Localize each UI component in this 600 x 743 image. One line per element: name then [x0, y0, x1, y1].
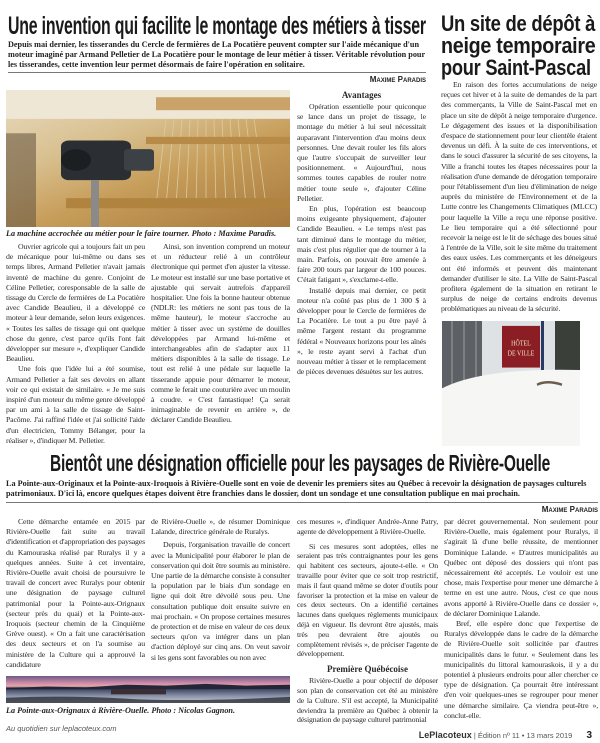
subhead-premiere-quebecoise: Première Québécoise	[327, 664, 408, 675]
column-landscape-2	[151, 517, 290, 663]
column-landscape-4	[444, 517, 598, 721]
divider	[8, 72, 426, 73]
paragraph: par décret gouvernemental. Non seulement pour Rivière-Ouelle, mais également pour Ruralys, il s'agirait là d'une belle réussite, de mentionner Dominique Lalande. « D'autres municipalités au Québec ont déposé des dossiers qui n'ont pas nécessairement été acceptés. Le vouloir est une chose, mais l'expertise pour mener une démarche à terme en est une autre. Nous, c'est ce que nous avons apporté à Rivière-Ouelle dans ce dossier », de déclarer Dominique Lalande.	[444, 517, 598, 618]
paragraph: Ainsi, son invention comprend un moteur et un réducteur relié à un contrôleur électronique qui permet d'en ajuster la vitesse. Le moteur est installé sur une base portative et ajustable qui servait autrefois d'appareil hospitalier. Une fois la bonne hauteur obtenue (NDLR: les métiers ne sont pas tous de la même hauteur), le moteur s'accroche au métier à tisser avec un système de douilles développées par Armand lui-même et interchangeables afin de s'adapter aux 11 métiers disponibles à la salle de tissage. Le tout est relié à une pédale sur laquelle la tisserande appuie pour démarrer le moteur, comme le ferait une couturière avec un moulin à coudre. « C'est fantastique! Ça serait inimaginable de revenir en arrière », de déclarer Candide Beaulieu.	[151, 242, 290, 425]
paragraph: Rivière-Ouelle a pour objectif de déposer son plan de conservation cet été au ministère de la Culture. S'il est accepté, la Municipalité deviendra la première au Québec à obtenir la désignation de paysage culturel patrimonial	[297, 676, 438, 725]
column-loom-2	[151, 242, 290, 426]
paragraph: ces mesures », d'indiquer Andrée-Anne Patry, agente de développement à Rivière-Ouelle.	[297, 517, 438, 536]
subhead-avantages: Avantages	[341, 90, 382, 100]
photo-caption-loom: La machine accrochée au métier pour le faire tourner. Photo : Maxime Paradis.	[6, 229, 277, 238]
paragraph: Bref, elle espère donc que l'expertise de Ruralys développée dans le cadre de la démarche de Rivière-Ouelle soit sollicitée par d'autres municipalités dans le futur. « Seulement dans les municipalités du littoral kamouraskois, il y a du potentiel à plusieurs endroits pour aller chercher ce type de désignation. Ça pourrait être intéressant d'en voir quelques-unes se regrouper pour mener une démarche similaire. Ça viendra peut-être », conclut-elle.	[444, 619, 598, 720]
headline-loom: Une invention qui facilite le montage des métiers à tisser	[8, 12, 426, 40]
divider	[6, 502, 598, 503]
headline-landscape: Bientôt une désignation officielle pour les paysages de Rivière-Ouelle	[50, 450, 551, 476]
headline-line: Un site de dépôt à	[441, 11, 596, 36]
paragraph: Depuis, l'organisation travaille de concert avec la Municipalité pour élaborer le plan de conservation qui doit être soumis au ministère. Une partie de la démarche consiste à consulter la population par le biais d'un sondage en ligne qui doit être dévoilé sous peu. Une consultation publique doit ensuite suivre en mai prochain. « On propose certaines mesures de protection et de mise en valeur de ces deux secteurs qu'on va intégrer dans un plan d'action déployé sur cinq ans. On veut savoir si les gens sont favorables ou non avec	[151, 540, 290, 662]
paragraph: Cette démarche entamée en 2015 par Rivière-Ouelle fait suite au travail d'identification et d'appropriation des paysages du Kamouraska réalisé par Ruralys il y a quelques années. Suite à cet inventaire, Rivière-Ouelle avait choisi de poursuivre le travail de concert avec Ruralys pour obtenir une désignation de paysage culturel patrimonial pour la Pointe-aux-Orignaux (secteur près du quai) et la Pointe-aux-Iroquois (secteur chemin de la Cinquième Grève ouest). « On a fait une caractérisation des deux secteurs et on l'a soumise au ministère de la Culture qui a approuvé la candidature	[6, 517, 145, 669]
photo-loom-motor	[6, 90, 290, 227]
headline-line: pour Saint-Pascal	[441, 55, 591, 80]
footer-website-link[interactable]: Au quotidien sur leplacoteux.com	[6, 724, 117, 733]
byline-landscape: Maxime Paradis	[541, 505, 598, 514]
paragraph: Ouvrier agricole qui a toujours fait un peu de mécanique pour lui-même ou dans ses temps libres, Armand Pelletier n'avait jamais inventé de machine du genre. Conjoint de Céline Pelletier, coresponsable de la salle de tissage du Cercle de fermières de La Pocatière avec Candide Beaulieu, il a développé ce moteur à leur demande, selon leurs exigences. « Toutes les salles de tissage qui ont quelque chose du genre, c'est parce qu'ils l'ont fait développer sur mesure », d'expliquer Candide Beaulieu.	[6, 242, 145, 364]
byline-loom: Maxime Paradis	[369, 75, 426, 84]
photo-pointe-aux-orignaux	[6, 676, 290, 703]
sign-text: DE VILLE	[507, 349, 535, 358]
sign-text: HÔTEL	[511, 340, 531, 348]
photo-town-hall-snow	[442, 321, 580, 446]
footer-edition-info	[419, 730, 592, 741]
paragraph: Une fois que l'idée lui a été soumise, Armand Pelletier a fait ses devoirs en allant voir ce qui existait de similaire. « Je me suis inspiré d'un moteur du même genre développé par un ami à la salle de tissage de Saint-Pacôme. J'ai raffiné l'idée et j'ai sollicité l'aide d'un électricien, Tommy Bélanger, pour la réaliser », d'indiquer M. Pelletier.	[6, 364, 145, 445]
paragraph: En raison des fortes accumulations de neige reçues cet hiver et à la suite de demandes de la part des commerçants, la Ville de Saint-Pascal met en place un site de dépôt à neige temporaire d'urgence. Le dégagement des issues et la disponibilisation d'espace de stationnement pour leur clientèle étaient devenus un défi. À la suite de ces interventions, et dans le souci d'assurer la sécurité de ses citoyens, la Ville a franchi toutes les étapes nécessaires pour la réalisation d'une demande de dérogation temporaire pour l'établissement d'un lieu d'élimination de neige auprès du ministère de l'Environnement et de la Lutte contre les Changements Climatiques (MLCC) pour laquelle la Ville a reçu une réponse positive. Le lieu temporaire qui a été sélectionné pour recevoir la neige est le lit de séchage des boues situé à l'entrée de la Ville, soit le site même du traitement des eaux usées. Les commerçants et les déneigeurs ont été informés et peuvent dès maintenant demander d'utiliser le site. La Ville de Saint-Pascal profitera également de la situation en retirant le surplus de neige de certains endroits devenus problématiques au niveau de la sécurité.	[441, 80, 597, 314]
paragraph: Installé depuis mai dernier, ce petit moteur n'a coûté pas plus de 1 300 $ à développer pour le Cercle de fermières de La Pocatière. Le tout a pu être payé à même l'argent restant du programme fédéral « Nouveaux horizons pour les aînés », le reste ayant servi à l'achat d'un nouveau métier à tisser et le remplacement de pièces devenues désuètes sur les autres.	[297, 285, 426, 377]
page-number: 3	[586, 730, 592, 741]
paragraph: En plus, l'opération est beaucoup moins exigeante physiquement, d'ajouter Candide Beaulieu. « Le temps n'est pas tant diminué dans le montage du métier, mais c'est plus régulier que de tourner à la main. Parfois, on pouvait être amenée à faire 200 tours par largeur de 100 pouces. C'était fatigant », s'exclame-t-elle.	[297, 204, 426, 285]
paragraph: Opération essentielle pour quiconque se lance dans un projet de tissage, le montage du métier à lui seul nécessitait auparavant l'intervention d'au moins deux personnes. Une devait rouler les fils alors que l'autre s'occupait de surveiller leur positionnement. « Aujourd'hui, nous sommes toutes capables de rouler notre métier toute seule », d'ajouter Céline Pelletier.	[297, 102, 426, 203]
edition-text: | Édition nº 11 • 13 mars 2019	[473, 731, 573, 740]
lede-landscape: La Pointe-aux-Originaux et la Pointe-aux-Iroquois à Rivière-Ouelle sont en voie de devenir les premiers sites au Québec à recevoir la désignation de paysages culturels patrimoniaux. D'ici là, encore quelques étapes doivent être franchies dans le dossier, dont un sondage et une consultation publique en mai prochain.	[6, 479, 587, 498]
photo-caption-landscape: La Pointe-aux-Orignaux à Rivière-Ouelle. Photo : Nicolas Gagnon.	[6, 706, 236, 715]
headline-line: neige temporaire	[441, 33, 596, 58]
headline-snow	[441, 11, 599, 80]
paragraph: de Rivière-Ouelle », de résumer Dominique Lalande, directrice générale de Ruralys.	[151, 517, 290, 537]
column-landscape-3	[297, 517, 438, 725]
column-landscape-1	[6, 517, 145, 670]
column-loom-3	[297, 90, 426, 377]
lede-loom: Depuis mai dernier, les tisserandes du Cercle de fermières de La Pocatière peuvent compter sur l'aide mécanique d'un moteur imaginé par Armand Pelletier de La Pocatière pour le montage de leur métier à tisser. Véritable révolution pour les tisserandes, cette invention leur permet désormais de faire l'opération en solitaire.	[8, 40, 425, 69]
column-loom-1	[6, 242, 145, 446]
newspaper-logo: LePlacoteux	[418, 730, 472, 740]
body-snow	[441, 80, 597, 315]
paragraph: Si ces mesures sont adoptées, elles ne seraient pas très contraignantes pour les gens qui habitent ces secteurs, ajoute-t-elle. « On travaille pour éviter que ce soit trop restrictif, mais il faut quand même se doter d'outils pour favoriser la protection et la mise en valeur de ces deux secteurs. On a identifié certaines lacunes dans quelques règlements municipaux déjà en vigueur. Ils devront être ajustés, mais très peu devraient être ajoutés ou complètement révisés », de préciser l'agente de développement.	[297, 541, 438, 659]
